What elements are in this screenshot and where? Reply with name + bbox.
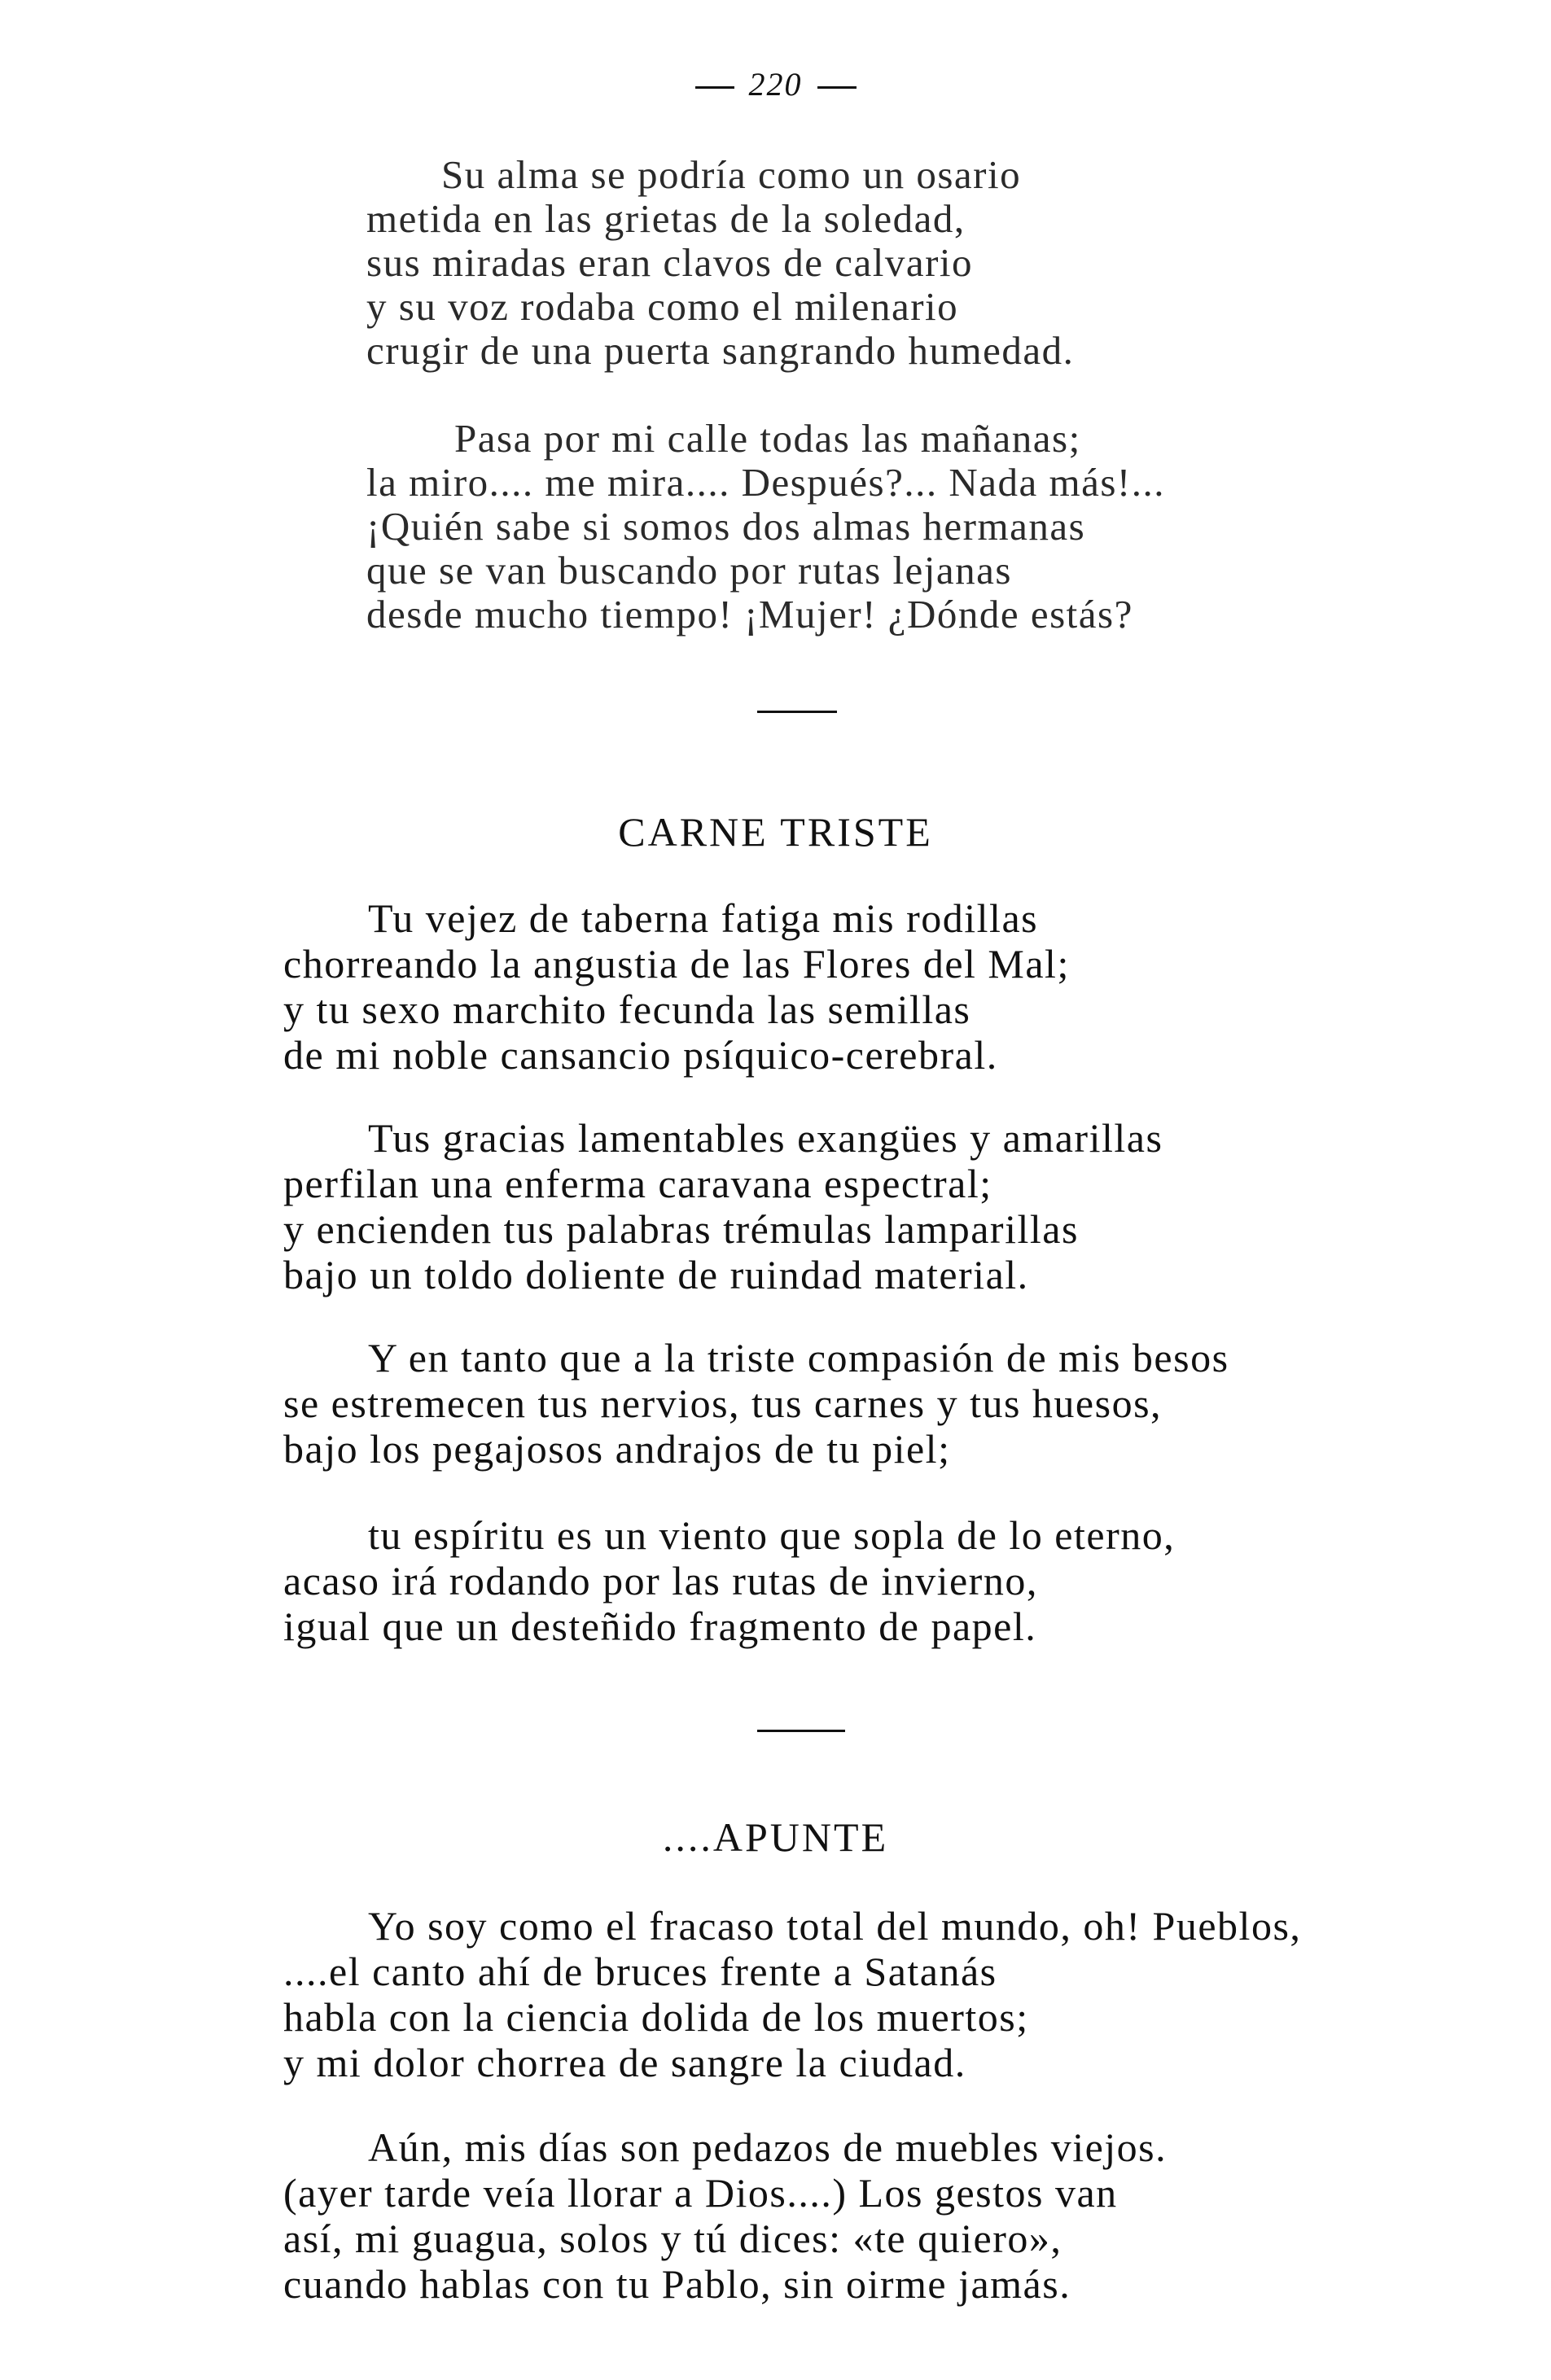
verse-line: y encienden tus palabras trémulas lamparillas	[283, 1206, 1079, 1252]
poem2-stanza-1	[283, 1903, 1301, 2085]
verse-line: Pasa por mi calle todas las mañanas;	[454, 416, 1081, 461]
verse-line: y su voz rodaba como el milenario	[366, 284, 959, 329]
page-number-dash-left	[695, 86, 734, 89]
verse-line: desde mucho tiempo! ¡Mujer! ¿Dónde estás?	[366, 592, 1133, 637]
verse-line: Tus gracias lamentables exangües y amarillas	[368, 1115, 1163, 1161]
poem-title-carne-triste: CARNE TRISTE	[618, 809, 933, 855]
verse-line: de mi noble cansancio psíquico-cerebral.	[283, 1032, 998, 1078]
verse-line: ....el canto ahí de bruces frente a Satanás	[283, 1949, 997, 1994]
verse-line: crugir de una puerta sangrando humedad.	[366, 328, 1075, 373]
page-number-text: 220	[748, 66, 803, 103]
verse-line: y mi dolor chorrea de sangre la ciudad.	[283, 2040, 966, 2085]
verse-line: Yo soy como el fracaso total del mundo, oh! Pueblos,	[368, 1903, 1302, 1949]
poem1-stanza-3	[283, 1335, 1229, 1472]
verse-line: Aún, mis días son pedazos de muebles viejos.	[368, 2124, 1168, 2170]
verse-line: perfilan una enferma caravana espectral;	[283, 1161, 992, 1206]
poem1-stanza-4	[283, 1512, 1175, 1649]
verse-line: así, mi guagua, solos y tú dices: «te quiero»,	[283, 2216, 1062, 2261]
verse-line: que se van buscando por rutas lejanas	[366, 548, 1012, 593]
section-divider	[757, 711, 837, 713]
verse-line: Su alma se podría como un osario	[441, 152, 1022, 197]
verse-line: Tu vejez de taberna fatiga mis rodillas	[368, 895, 1039, 941]
prev-poem-stanza-1	[366, 153, 1074, 373]
verse-line: Y en tanto que a la triste compasión de mis besos	[368, 1335, 1229, 1380]
poem2-stanza-2	[283, 2124, 1167, 2307]
verse-line: bajo los pegajosos andrajos de tu piel;	[283, 1426, 951, 1472]
verse-line: tu espíritu es un viento que sopla de lo eterno,	[368, 1512, 1176, 1558]
poem1-stanza-2	[283, 1115, 1163, 1297]
section-divider	[757, 1730, 845, 1732]
verse-line: (ayer tarde veía llorar a Dios....) Los gestos van	[283, 2170, 1118, 2216]
verse-line: igual que un desteñido fragmento de papel.	[283, 1603, 1037, 1649]
verse-line: ¡Quién sabe si somos dos almas hermanas	[366, 504, 1086, 549]
poem1-stanza-1	[283, 895, 1070, 1078]
verse-line: se estremecen tus nervios, tus carnes y tus huesos,	[283, 1380, 1163, 1426]
verse-line: sus miradas eran clavos de calvario	[366, 240, 974, 285]
prev-poem-stanza-2	[366, 417, 1165, 637]
verse-line: acaso irá rodando por las rutas de invierno,	[283, 1558, 1038, 1603]
poem-title-apunte: ....APUNTE	[662, 1814, 889, 1860]
page-number-dash-right	[817, 86, 857, 89]
verse-line: bajo un toldo doliente de ruindad material.	[283, 1252, 1029, 1297]
verse-line: y tu sexo marchito fecunda las semillas	[283, 987, 971, 1032]
verse-line: chorreando la angustia de las Flores del Mal;	[283, 941, 1070, 987]
page-number	[0, 65, 1551, 103]
verse-line: cuando hablas con tu Pablo, sin oirme jamás.	[283, 2261, 1071, 2307]
verse-line: la miro.... me mira.... Después?... Nada más!...	[366, 460, 1165, 505]
verse-line: habla con la ciencia dolida de los muertos;	[283, 1994, 1029, 2040]
verse-line: metida en las grietas de la soledad,	[366, 196, 966, 241]
